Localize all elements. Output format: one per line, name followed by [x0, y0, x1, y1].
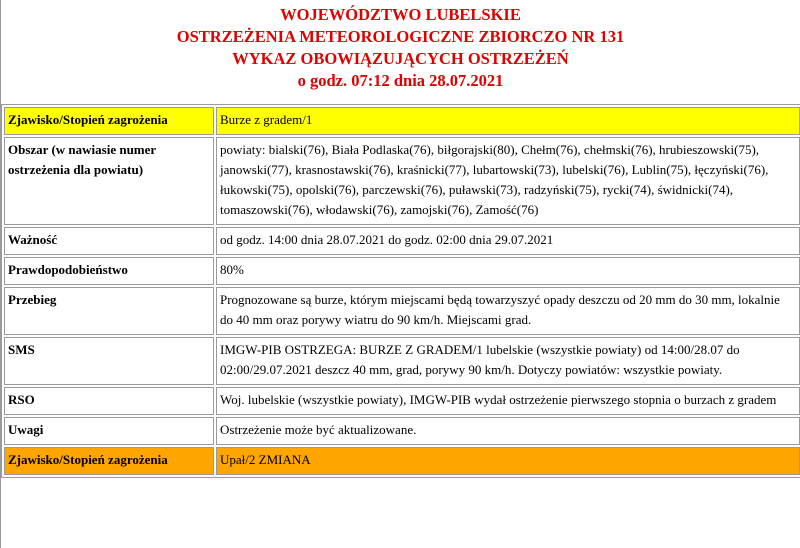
page-header	[1, 0, 800, 104]
row-label: SMS	[4, 337, 214, 385]
header-bulletin-title: OSTRZEŻENIA METEOROLOGICZNE ZBIORCZO NR 131	[176, 27, 625, 46]
table-row-course	[4, 287, 800, 335]
header-list-title: WYKAZ OBOWIĄZUJĄCYCH OSTRZEŻEŃ	[232, 49, 569, 68]
table-row-phenomenon-2	[4, 447, 800, 475]
row-value: 80%	[216, 257, 800, 285]
row-label: Zjawisko/Stopień zagrożenia	[4, 107, 214, 135]
row-value: Upał/2 ZMIANA	[216, 447, 800, 475]
row-label: Przebieg	[4, 287, 214, 335]
header-region-title: WOJEWÓDZTWO LUBELSKIE	[280, 5, 521, 24]
row-label: Prawdopodobieństwo	[4, 257, 214, 285]
table-row-validity	[4, 227, 800, 255]
row-value: IMGW-PIB OSTRZEGA: BURZE Z GRADEM/1 lubelskie (wszystkie powiaty) od 14:00/28.07 do 02:00/29.07.2021 deszcz 40 mm, grad, porywy 90 km/h. Dotyczy powiatów: wszystkie powiaty.	[216, 337, 800, 385]
table-row-sms	[4, 337, 800, 385]
row-value: Woj. lubelskie (wszystkie powiaty), IMGW-PIB wydał ostrzeżenie pierwszego stopnia o burzach z gradem	[216, 387, 800, 415]
table-row-remarks	[4, 417, 800, 445]
row-label: Zjawisko/Stopień zagrożenia	[4, 447, 214, 475]
row-value: Prognozowane są burze, którym miejscami będą towarzyszyć opady deszczu od 20 mm do 30 mm, lokalnie do 40 mm oraz porywy wiatru do 90 km/h. Miejscami grad.	[216, 287, 800, 335]
table-row-rso	[4, 387, 800, 415]
warnings-table	[1, 104, 800, 478]
table-row-probability	[4, 257, 800, 285]
table-row-area	[4, 137, 800, 225]
row-value: Burze z gradem/1	[216, 107, 800, 135]
row-value: Ostrzeżenie może być aktualizowane.	[216, 417, 800, 445]
row-value: powiaty: bialski(76), Biała Podlaska(76), biłgorajski(80), Chełm(76), chełmski(76), hrubieszowski(75), janowski(77), krasnostawski(76), kraśnicki(77), lubartowski(73), lubelski(76), Lublin(75), łęczyński(76), łukowski(75), opolski(76), parczewski(76), puławski(73), radzyński(75), rycki(74), świdnicki(74), tomaszowski(76), włodawski(76), zamojski(76), Zamość(76)	[216, 137, 800, 225]
row-label: Uwagi	[4, 417, 214, 445]
row-label: Obszar (w nawiasie numer ostrzeżenia dla powiatu)	[4, 137, 214, 225]
header-timestamp: o godz. 07:12 dnia 28.07.2021	[297, 71, 504, 90]
row-label: RSO	[4, 387, 214, 415]
row-label: Ważność	[4, 227, 214, 255]
row-value: od godz. 14:00 dnia 28.07.2021 do godz. 02:00 dnia 29.07.2021	[216, 227, 800, 255]
table-row-phenomenon	[4, 107, 800, 135]
